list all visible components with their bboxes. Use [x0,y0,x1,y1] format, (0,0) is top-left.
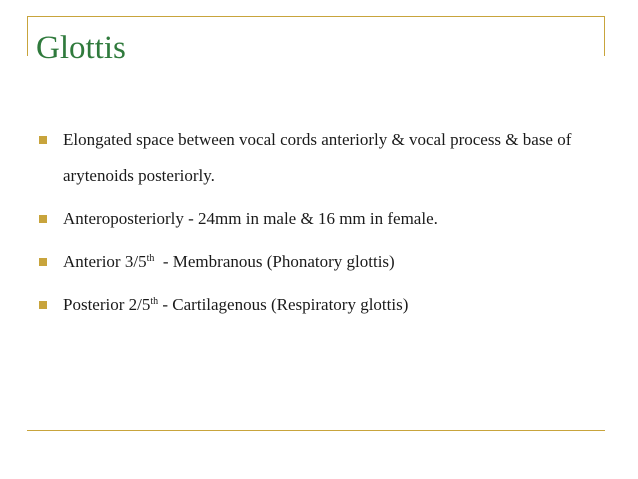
bottom-divider [27,430,605,431]
square-bullet-icon [39,258,47,266]
square-bullet-icon [39,215,47,223]
bullet-text-suffix: - Cartilagenous (Respiratory glottis) [158,295,409,314]
bullet-item [38,122,608,194]
bullet-text: Elongated space between vocal cords anteriorly & vocal process & base of arytenoids posteriorly. [63,130,572,185]
bullet-list [38,122,608,330]
left-frame-line [27,16,28,56]
square-bullet-icon [39,301,47,309]
bullet-text: Anteroposteriorly - 24mm in male & 16 mm in female. [63,209,438,228]
slide-title: Glottis [36,30,126,66]
bullet-item [38,244,608,280]
bullet-item [38,201,608,237]
top-divider [27,16,605,17]
superscript: th [146,253,155,264]
bullet-text-prefix: Anterior 3/5 [63,252,147,271]
bullet-text-suffix: - Membranous (Phonatory glottis) [154,252,395,271]
square-bullet-icon [39,136,47,144]
bullet-item [38,287,608,323]
superscript: th [150,296,159,307]
right-frame-line [604,16,605,56]
bullet-text-prefix: Posterior 2/5 [63,295,151,314]
